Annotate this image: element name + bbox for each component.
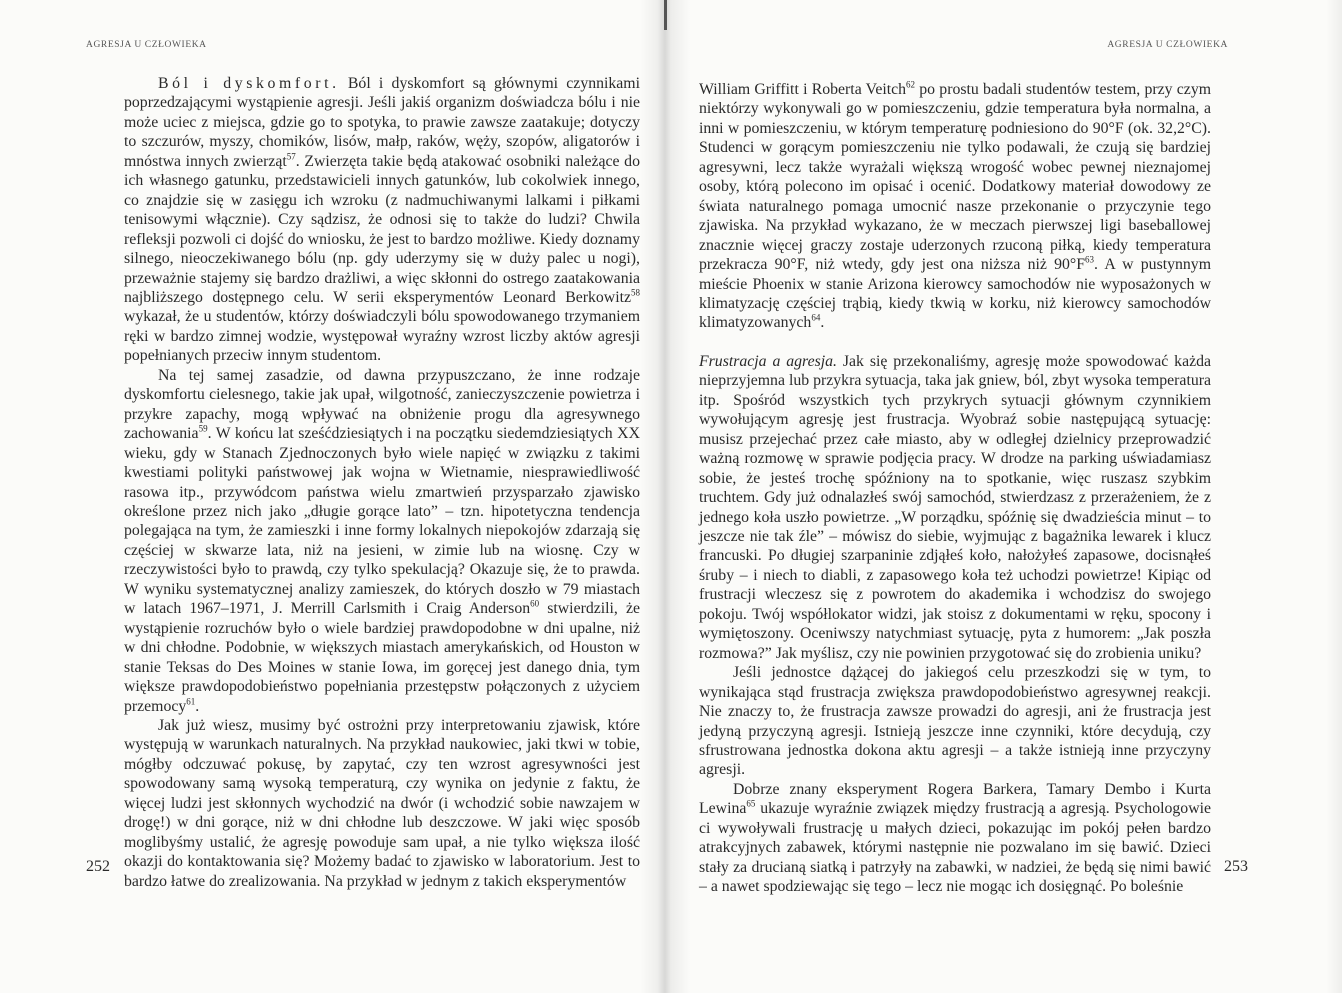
right-page-text bbox=[699, 80, 1211, 897]
left-paragraph-3 bbox=[124, 716, 640, 891]
left-paragraph-1 bbox=[124, 74, 640, 366]
page-edge-shade bbox=[1326, 0, 1342, 993]
footnote-reference: 61 bbox=[186, 696, 196, 707]
running-head-right: AGRESJA U CZŁOWIEKA bbox=[1107, 40, 1228, 50]
text-run: Jak się przekonaliśmy, agresję może spowodować każda nieprzyjemna lub przykra sytuacja, taka jak gniew, ból, zbyt wysoka temperatura itp. Spośród wszystkich tych przykrych sytuacji głównym czynnikiem wywołującym agresję jest frustracja. Wyobraź sobie następującą sytuację: musisz przejechać przez całe miasto, aby w odległej dzielnicy przeprowadzić ważną rozmowę w sprawie podjęcia pracy. W drodze na parking uświadamiasz sobie, że jesteś trochę spóźniony na to spotkanie, więc ruszasz szybkim truchtem. Gdy już odnalazłeś swój samochód, stwierdzasz z przerażeniem, że z jednego koła uszło powietrze. „W porządku, spóźnię się dwadzieścia minut – to jeszcze nie tak źle” – mówisz do siebie, wyjmując z bagażnika lewarek i klucz francuski. Po długiej szarpaninie zdjąłeś koło, nałożyłeś zapasowe, docisnąłeś śruby – i niech to diabli, z zapasowego koła też uchodzi powietrze! Kipiąc od frustracji wleczesz się z powrotem do akademika i wchodzisz do swojego pokoju. Twój współlokator widzi, jak stoisz z dokumentami w ręku, spocony i wymiętoszony. Oceniwszy natychmiast sytuację, pyta z humorem: „Jak poszła rozmowa?” Jak myślisz, czy nie powinien przygotować się do zrobienia uniku? bbox=[699, 352, 1211, 662]
text-run: wykazał, że u studentów, którzy doświadczyli bólu spowodowanego trzymaniem ręki w bardzo zimnej wodzie, występował wyraźny wzrost liczby aktów agresji popełnianych przeciw innym studentom. bbox=[124, 308, 640, 365]
left-page-text bbox=[124, 74, 640, 891]
right-paragraph-2 bbox=[699, 352, 1211, 663]
left-paragraph-2 bbox=[124, 366, 640, 716]
footnote-reference: 63 bbox=[1085, 254, 1095, 265]
section-run-in-heading: Ból i dyskomfort. bbox=[158, 75, 340, 92]
text-run: stwierdzili, że wystąpienie rozruchów było o wiele bardziej prawdopodobne w dni upalne, niż w dni chłodne. Podobnie, w większych miastach amerykańskich, od Houston w stanie Teksas do Des Moines w stanie Iowa, im goręcej jest danego dnia, tym większe prawdopodobieństwo popełniania przestępstw połączonych z użyciem przemocy bbox=[124, 600, 640, 715]
text-run: Ból i dyskomfort są głównymi czynnikami poprzedzającymi wystąpienie agresji. Jeśli jakiś organizm doświadcza bólu i nie może uciec z miejsca, gdzie go to spotyka, to prawie zawsze zaatakuje; dotyczy to szczurów, myszy, chomików, lisów, małp, raków, węży, szopów, aligatorów i mnóstwa innych zwierząt bbox=[124, 75, 640, 170]
page-number-right: 253 bbox=[1224, 858, 1248, 875]
footnote-reference: 58 bbox=[631, 287, 640, 298]
footnote-reference: 59 bbox=[198, 423, 208, 434]
right-paragraph-4 bbox=[699, 780, 1211, 897]
footnote-reference: 64 bbox=[811, 313, 821, 324]
right-paragraph-1 bbox=[699, 80, 1211, 333]
footnote-reference: 60 bbox=[530, 598, 540, 609]
text-run: . bbox=[820, 314, 825, 332]
text-run: . Zwierzęta takie będą atakować osobniki należące do ich własnego gatunku, przedstawicieli innych gatunków, lub cokolwiek innego, co znajdzie się w zasięgu ich wzroku (z nadmuchiwanymi lalkami i piłkami tenisowymi włącznie). Czy sądzisz, że odnosi się to także do ludzi? Chwila refleksji pozwoli ci dojść do wniosku, że jest to bardzo możliwe. Kiedy doznamy silnego, nieoczekiwanego bólu (np. gdy uderzymy się w duży palec u nogi), przeważnie stajemy się bardzo drażliwi, a więc skłonni do ostrego zaatakowania najbliższego dostępnego celu. W serii eksperymentów Leonard Berkowitz bbox=[124, 152, 640, 306]
text-run: Dobrze znany eksperyment Rogera Barkera, Tamary Dembo i Kurta Lewina bbox=[699, 780, 1211, 818]
page-number-left: 252 bbox=[86, 858, 110, 875]
text-run: Jak już wiesz, musimy być ostrożni przy interpretowaniu zjawisk, które występują w warunkach naturalnych. Na przykład naukowiec, jaki tkwi w tobie, mógłby odczuwać pokusę, by zapytać, czy ten wzrost agresywności jest spowodowany samą wysoką temperaturą, czy wynika on jedynie z faktu, że więcej ludzi jest skłonnych wychodzić na dwór (i wchodzić sobie nawzajem w drogę!) w dni gorące, niż w dni chłodne lub deszczowe. W jaki więc sposób moglibyśmy ustalić, że agresję powoduje sam upał, a nie tylko większa ilość okazji do kontaktowania się? Możemy badać to zjawisko w laboratorium. Jest to bardzo łatwe do zrealizowania. Na przykład w jednym z takich eksperymentów bbox=[124, 716, 640, 890]
text-run: Na tej samej zasadzie, od dawna przypuszczano, że inne rodzaje dyskomfortu cielesnego, takie jak upał, wilgotność, zanieczyszczenie powietrza i przykre zapachy, mogą wpływać na obniżenie progu dla agresywnego zachowania bbox=[124, 366, 640, 443]
text-run: . A w pustynnym mieście Phoenix w stanie Arizona kierowcy samochodów nie wyposażonych w klimatyzację częściej trąbią, kiedy tkwią w korku, niż kierowcy samochodów klimatyzowanych bbox=[699, 256, 1211, 332]
text-run: . bbox=[195, 697, 200, 715]
section-run-in-heading: Frustracja a agresja. bbox=[699, 352, 838, 370]
left-page bbox=[0, 0, 660, 993]
text-run: ukazuje wyraźnie związek między frustracją a agresją. Psychologowie ci wywoływali frustrację u małych dzieci, pokazując im pokój pełen bardzo atrakcyjnych zabawek, którymi następnie nie pozwalano im się bawić. Dzieci stały za drucianą siatką i patrzyły na zabawki, w nadziei, że będą się nimi bawić – a nawet spodziewając się tego – lecz nie mogąc ich dosięgnąć. Po boleśnie bbox=[699, 800, 1211, 896]
footnote-reference: 65 bbox=[746, 799, 756, 810]
footnote-reference: 62 bbox=[906, 79, 916, 90]
text-run: Jeśli jednostce dążącej do jakiegoś celu przeszkodzi się w tym, to wynikająca stąd frustracja zwiększa prawdopodobieństwo agresywnej reakcji. Nie znaczy to, że frustracja zawsze prowadzi do agresji, ani że frustracja jest jedyną przyczyną agresji. Istnieją jeszcze inne czynniki, które decydują, czy sfrustrowana jednostka dokona aktu agresji – a także istnieją inne przyczyny agresji. bbox=[699, 664, 1211, 779]
right-page bbox=[660, 0, 1342, 993]
footnote-reference: 57 bbox=[286, 151, 296, 162]
running-head-left: AGRESJA U CZŁOWIEKA bbox=[86, 40, 207, 50]
text-run: William Griffitt i Roberta Veitch bbox=[699, 81, 907, 98]
text-run: po prostu badali studentów testem, przy czym niektórzy wykonywali go w pomieszczeniu, gdzie temperatura była normalna, a inni w pomieszczeniu, w którym temperaturę podniesiono do 90°F (ok. 32,2°C). Studenci w gorącym pomieszczeniu nie tylko podawali, że czują się bardziej agresywni, lecz także wyrażali większą wrogość wobec pewnej nieznajomej osoby, którą polecono im opisać i ocenić. Dodatkowy materiał dowodowy ze świata naturalnego pomaga umocnić nasze przekonanie o przyczynie tego zjawiska. Na przykład wykazano, że w meczach pierwszej ligi baseballowej znacznie więcej graczy zostaje uderzonych rzuconą piłką, kiedy temperatura przekracza 90°F, niż wtedy, gdy jest ona niższa niż 90°F bbox=[699, 81, 1212, 274]
right-paragraph-3 bbox=[699, 663, 1211, 780]
text-run: . W końcu lat sześćdziesiątych i na początku siedemdziesiątych XX wieku, gdy w Stanach Zjednoczonych było wiele napięć w związku z takimi kwestiami polityki państwowej jak wojna w Wietnamie, niesprawiedliwość rasowa itp., przywódcom państwa wielu zmartwień przysparzało zjawisko określone przez nich jako „długie gorące lato” – tzn. hipotetyczna tendencja polegająca na tym, że zamieszki i inne formy lokalnych niepokojów zdarzają się częściej w skwarze lata, niż na jesieni, w zimie lub na wiosnę. Czy w rzeczywistości było to prawdą, czy tylko spekulacją? Okazuje się, że to prawda. W wyniku systematycznej analizy zamieszek, do których doszło w 79 miastach w latach 1967–1971, J. Merrill Carlsmith i Craig Anderson bbox=[124, 425, 640, 618]
